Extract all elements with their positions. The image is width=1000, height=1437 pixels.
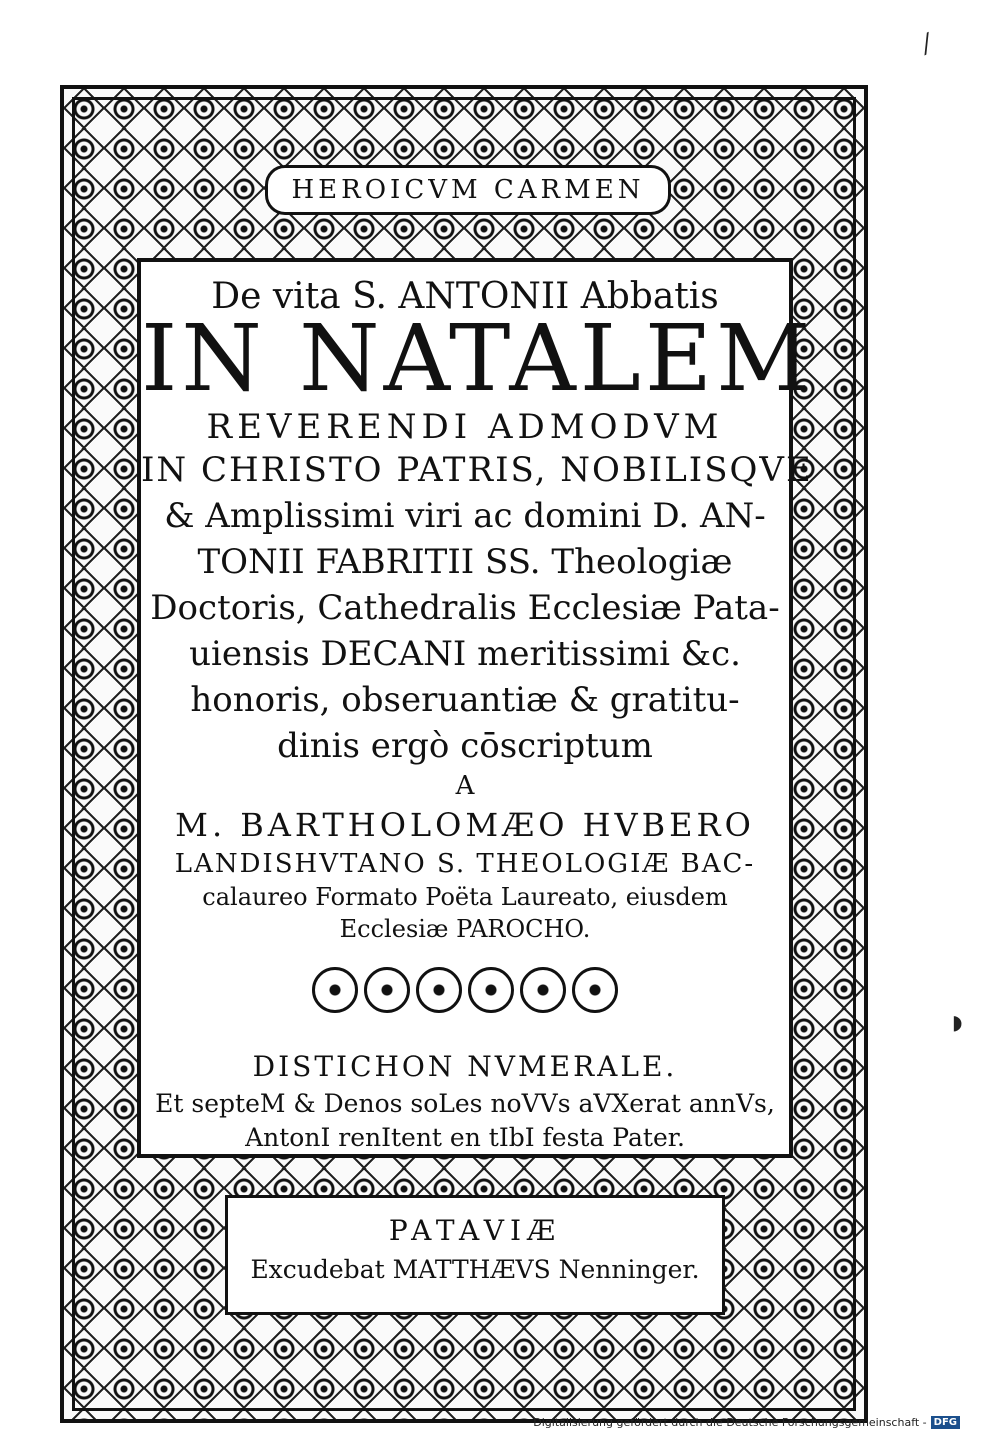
title-panel: [137, 258, 815, 1158]
title-line-8: uiensis DECANI meritissimi &c.: [189, 634, 741, 674]
dfg-logo: DFG: [931, 1416, 960, 1429]
author-name: M. BARTHOLOMÆO HVBERO: [175, 806, 755, 844]
title-line-7: Doctoris, Cathedralis Ecclesiæ Pata-: [150, 588, 780, 628]
header-band: [265, 165, 671, 215]
title-line-1: De vita S. ANTONII Abbatis: [211, 276, 719, 317]
scan-mark-top-right: ⁄: [918, 30, 936, 60]
title-line-6: TONII FABRITII SS. Theologiæ: [197, 542, 733, 582]
author-line-4: Ecclesiæ PAROCHO.: [339, 915, 591, 943]
imprint-place: PATAVIÆ: [388, 1214, 562, 1247]
distichon-verse-1: Et septeM & Denos soLes noVVs aVXerat annVs,: [155, 1089, 775, 1118]
fleuron-rosette-4: [468, 967, 514, 1013]
author-line-3: calaureo Formato Poëta Laureato, eiusdem: [202, 883, 728, 911]
title-line-10: dinis ergò cōscriptum: [277, 726, 653, 766]
scan-mark-right: ◗: [952, 1010, 963, 1034]
author-line-2: LANDISHVTANO S. THEOLOGIÆ BAC-: [174, 849, 756, 879]
footer-text: Digitalisierung gefördert durch die Deutsche Forschungsgemeinschaft -: [533, 1416, 927, 1429]
imprint-printer: Excudebat MATTHÆVS Nenninger.: [250, 1255, 700, 1284]
distichon-verse-2: AntonI renItent en tIbI festa Pater.: [245, 1123, 685, 1152]
distichon-heading: DISTICHON NVMERALE.: [252, 1050, 678, 1083]
title-line-3: REVERENDI ADMODVM: [206, 407, 724, 447]
title-line-5: & Amplissimi viri ac domini D. AN-: [164, 496, 766, 536]
fleuron-rosette-6: [572, 967, 618, 1013]
title-line-11: A: [455, 771, 475, 801]
ornament-fleuron: [141, 967, 789, 1013]
fleuron-rosette-5: [520, 967, 566, 1013]
fleuron-rosette-3: [416, 967, 462, 1013]
imprint-box: [225, 1195, 725, 1315]
digitization-footer: [533, 1416, 960, 1429]
fleuron-rosette-2: [364, 967, 410, 1013]
main-title: IN NATALEM: [141, 305, 815, 412]
header-title: HEROICVM CARMEN: [291, 175, 645, 205]
title-line-4: IN CHRISTO PATRIS, NOBILISQVE: [141, 450, 813, 490]
title-line-9: honoris, obseruantiæ & gratitu-: [190, 680, 740, 720]
fleuron-rosette-1: [312, 967, 358, 1013]
